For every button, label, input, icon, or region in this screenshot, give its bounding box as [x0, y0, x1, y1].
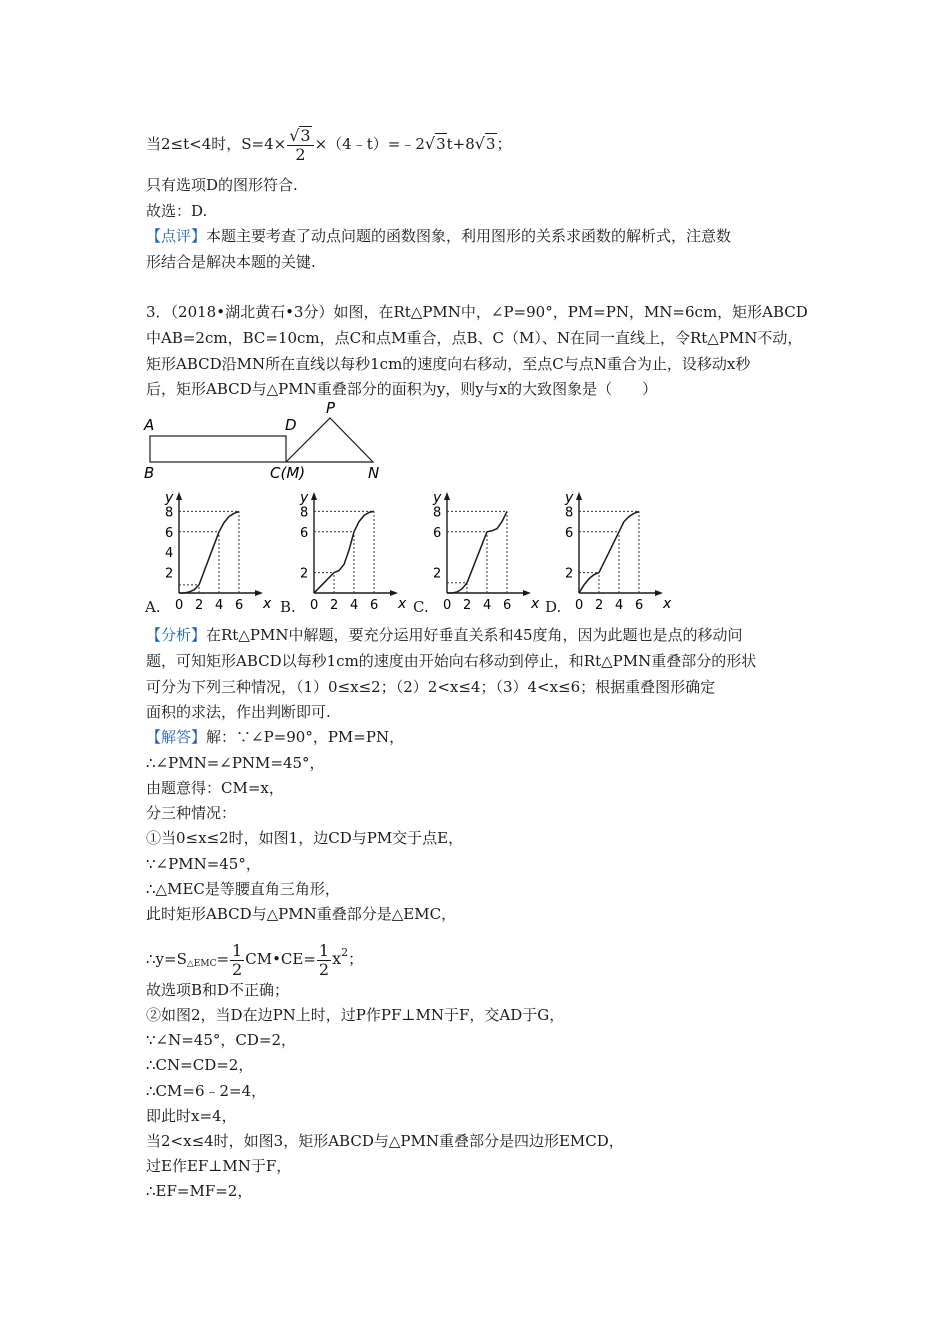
- x-tick-label: 4: [350, 598, 359, 613]
- y-tick-label: 8: [565, 505, 574, 521]
- x-axis-arrow: [523, 590, 531, 596]
- label-p: P: [326, 400, 336, 417]
- question-line-4: 后，矩形ABCD与△PMN重叠部分的面积为y，则y与x的大致图象是（ ）: [146, 380, 658, 398]
- question-line-2: 中AB=2cm，BC=10cm，点C和点M重合，点B、C（M）、N在同一直线上，令Rt△PMN不动，: [146, 329, 803, 347]
- solution-line-6: ∵∠PMN=45°，: [146, 855, 261, 873]
- x-tick-label: 2: [595, 598, 604, 613]
- solution-line-2: ∴∠PMN=∠PNM=45°，: [146, 754, 325, 772]
- y-axis-label: y: [300, 490, 309, 506]
- label-b: B: [144, 464, 155, 482]
- x-tick-label: 2: [330, 598, 339, 613]
- y-axis-arrow: [576, 492, 582, 500]
- y-axis-label: y: [433, 490, 442, 506]
- option-graph-3: [411, 488, 546, 616]
- option-graph-2: [278, 488, 413, 616]
- x-tick-label: 0: [443, 598, 452, 613]
- solution-line-16: 当2<x≤4时，如图3，矩形ABCD与△PMN重叠部分是四边形EMCD，: [146, 1132, 624, 1150]
- x-tick-label: 2: [463, 598, 472, 613]
- solution-line-8: 此时矩形ABCD与△PMN重叠部分是△EMC，: [146, 905, 457, 923]
- x-tick-label: 6: [370, 598, 379, 613]
- y-tick-label: 6: [300, 525, 309, 541]
- option-graph-4: [543, 488, 678, 616]
- x-tick-label: 4: [215, 598, 224, 613]
- y-axis-label: y: [165, 490, 174, 506]
- x-tick-label: 0: [175, 598, 184, 613]
- solution-line-14: ∴CM=6﹣2=4，: [146, 1082, 267, 1100]
- fraction: $\frac{√3}{2}$: [287, 126, 313, 164]
- x-tick-label: 6: [235, 598, 244, 613]
- comment-line-2: 形结合是解决本题的关键.: [146, 253, 316, 271]
- y-tick-label: 6: [165, 525, 174, 541]
- x-axis-label: x: [398, 596, 407, 612]
- x-axis-label: x: [531, 596, 540, 612]
- graph-curve: [579, 511, 639, 593]
- label-d: D: [285, 416, 297, 434]
- geometry-figure: [140, 400, 390, 484]
- prev-line-3: 故选：D.: [146, 202, 208, 220]
- y-axis-label: y: [565, 490, 574, 506]
- y-tick-label: 2: [300, 566, 309, 582]
- solution-line-1: 【解答】解：∵∠P=90°，PM=PN，: [146, 728, 405, 746]
- rectangle-abcd: [150, 436, 286, 462]
- solution-line-18: ∴EF=MF=2，: [146, 1182, 253, 1200]
- solution-line-13: ∴CN=CD=2，: [146, 1056, 254, 1074]
- y-tick-label: 2: [433, 566, 442, 582]
- analysis-line-1: 【分析】在Rt△PMN中解题，要充分运用好垂直关系和45度角，因为此题也是点的移动问: [146, 626, 743, 644]
- x-tick-label: 4: [483, 598, 492, 613]
- graph-curve: [447, 511, 507, 593]
- label-a: A: [144, 416, 155, 434]
- analysis-line-4: 面积的求法，作出判断即可.: [146, 703, 331, 721]
- option-graph-1: [143, 488, 278, 616]
- x-tick-label: 0: [310, 598, 319, 613]
- comment-tag: 【点评】: [146, 227, 207, 245]
- option-label: B.: [280, 598, 296, 616]
- analysis-line-2: 题，可知矩形ABCD以每秒1cm的速度由开始向右移动到停止，和Rt△PMN重叠部分的形状: [146, 652, 757, 670]
- solution-line-3: 由题意得：CM=x，: [146, 779, 284, 797]
- solution-line-11: ②如图2，当D在边PN上时，过P作PF⊥MN于F，交AD于G，: [146, 1006, 565, 1024]
- analysis-tag: 【分析】: [146, 626, 207, 644]
- solution-line-5: ①当0≤x≤2时，如图1，边CD与PM交于点E，: [146, 829, 464, 847]
- solution-line-4: 分三种情况：: [146, 804, 237, 822]
- x-tick-label: 4: [615, 598, 624, 613]
- y-tick-label: 4: [165, 546, 174, 562]
- x-axis-arrow: [655, 590, 663, 596]
- graph-curve: [179, 511, 239, 593]
- y-tick-label: 8: [165, 505, 174, 521]
- solution-formula: $\therefore y=S_{\triangle EMC}=$ $\frac{1}{2}$ CM•CE= $\frac{1}{2}$ $x^2$；: [146, 940, 364, 979]
- triangle-pmn: [286, 418, 373, 462]
- option-label: C.: [413, 598, 429, 616]
- y-tick-label: 2: [565, 566, 574, 582]
- option-label: D.: [545, 598, 562, 616]
- solution-line-17: 过E作EF⊥MN于F，: [146, 1157, 292, 1175]
- y-tick-label: 8: [433, 505, 442, 521]
- x-axis-arrow: [390, 590, 398, 596]
- solution-line-12: ∵∠N=45°，CD=2，: [146, 1031, 297, 1049]
- solution-line-10: 故选项B和D不正确；: [146, 981, 290, 999]
- x-axis-arrow: [255, 590, 263, 596]
- question-line-3: 矩形ABCD沿MN所在直线以每秒1cm的速度向右移动，至点C与点N重合为止，设移动x秒: [146, 355, 751, 373]
- question-line-1: 3．（2018•湖北黄石•3分）如图，在Rt△PMN中，∠P=90°，PM=PN，MN=6cm，矩形ABCD: [146, 303, 808, 321]
- prev-line-2: 只有选项D的图形符合.: [146, 176, 298, 194]
- comment-line-1: 【点评】本题主要考查了动点问题的函数图象，利用图形的关系求函数的解析式，注意数: [146, 227, 732, 245]
- x-tick-label: 6: [635, 598, 644, 613]
- x-tick-label: 6: [503, 598, 512, 613]
- x-tick-label: 0: [575, 598, 584, 613]
- y-tick-label: 6: [433, 525, 442, 541]
- prev-line-1: 当2≤t<4时，S=4× $\frac{√3}{2}$ ×（4﹣t）=﹣2√3t+8√3；: [146, 126, 512, 164]
- label-cm: C(M): [270, 464, 306, 482]
- y-axis-arrow: [444, 492, 450, 500]
- y-axis-arrow: [176, 492, 182, 500]
- x-axis-label: x: [663, 596, 672, 612]
- solution-line-7: ∴△MEC是等腰直角三角形，: [146, 880, 340, 898]
- x-tick-label: 2: [195, 598, 204, 613]
- graph-curve: [314, 511, 374, 593]
- x-axis-label: x: [263, 596, 272, 612]
- y-axis-arrow: [311, 492, 317, 500]
- option-label: A.: [145, 598, 161, 616]
- label-n: N: [368, 464, 380, 482]
- solution-tag: 【解答】: [146, 728, 207, 746]
- analysis-line-3: 可分为下列三种情况，（1）0≤x≤2；（2）2<x≤4；（3）4<x≤6；根据重叠图形确定: [146, 678, 716, 696]
- y-tick-label: 8: [300, 505, 309, 521]
- y-tick-label: 6: [565, 525, 574, 541]
- solution-line-15: 即此时x=4，: [146, 1107, 237, 1125]
- y-tick-label: 2: [165, 566, 174, 582]
